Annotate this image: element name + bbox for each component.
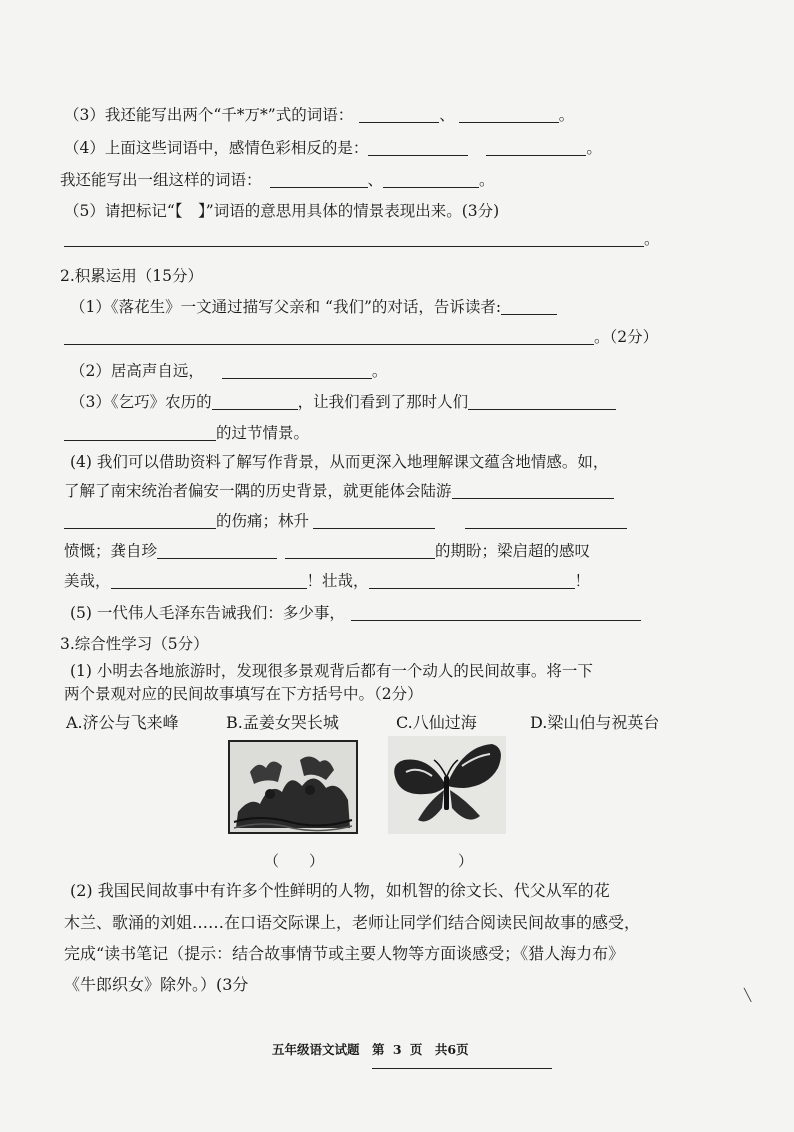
answer-blank[interactable] — [359, 106, 439, 123]
q2-part2: （2）居高声自远， 。 — [70, 362, 388, 380]
q3-part1-line2: 两个景观对应的民间故事填写在下方括号中。（2分） — [64, 685, 423, 703]
answer-blank[interactable] — [383, 171, 479, 188]
q2-part4-line5: 美哉， ！壮哉， ！ — [64, 572, 591, 590]
answer-blank[interactable] — [452, 482, 614, 499]
q3-part2-line2: 木兰、歌涌的刘姐……在口语交际课上，老师让同学们结合阅读民间故事的感受， — [64, 913, 641, 932]
q1-part4-extra: 我还能写出一组这样的词语： 、 。 — [60, 171, 495, 189]
q2-part3-cont: 的过节情景。 — [64, 422, 309, 444]
answer-blank[interactable] — [64, 230, 644, 247]
q3-part1: (1) 小明去各地旅游时，发现很多景观背后都有一个动人的民间故事。将一下 — [70, 662, 593, 680]
scenery-picture-2 — [388, 736, 506, 834]
q2-part4-line2: 了解了南宋统治者偏安一隅的历史背景，就更能体会陆游 — [64, 480, 614, 502]
answer-blank[interactable] — [111, 572, 307, 589]
answer-blank[interactable] — [486, 139, 586, 156]
answer-blank[interactable] — [313, 512, 435, 529]
footer-line — [372, 1068, 552, 1069]
q1-part3: （3）我还能写出两个“千*万*”式的词语： 、 。 — [64, 106, 575, 124]
option-c: C.八仙过海 — [396, 713, 477, 732]
q2-part4: (4) 我们可以借助资料了解写作背景，从而更深入地理解课文蕴含地情感。如， — [70, 453, 609, 471]
section-3-title: 3.综合性学习（5分） — [60, 635, 209, 653]
answer-blank[interactable] — [64, 328, 594, 345]
q3-part2-line3: 完成“读书笔记（提示：结合故事情节或主要人物等方面谈感受；《猎人海力布》 — [64, 944, 625, 963]
q1-part5: （5）请把标记“【 】”词语的意思用具体的情景表现出来。(3分) — [64, 202, 500, 220]
q2-part5: (5) 一代伟人毛泽东告诫我们：多少事， — [70, 602, 641, 624]
answer-blank[interactable] — [64, 512, 216, 529]
answer-blank[interactable] — [222, 362, 372, 379]
section-2-title: 2.积累运用（15分） — [60, 267, 204, 285]
butterfly-illustration — [388, 736, 506, 834]
q2-part3: （3）《乞巧》农历的 ，让我们看到了那时人们 — [70, 391, 616, 413]
q2-part4-line3: 的伤痛；林升 — [64, 510, 627, 532]
option-d: D.梁山伯与祝英台 — [530, 713, 660, 732]
q3-part2-line4: 《牛郎织女》除外。）(3分 — [64, 975, 249, 994]
page-footer: 五年级语文试题 第 3 页 共6页 — [272, 1042, 469, 1057]
answer-blank[interactable] — [351, 604, 641, 621]
answer-blank[interactable] — [64, 424, 216, 441]
q3-part2-line1: (2) 我国民间故事中有许多个性鲜明的人物，如机智的徐文长、代父从军的花 — [70, 881, 610, 900]
q2-part4-line4: 愤慨；龚自珍 的期盼；梁启超的感叹 — [64, 542, 591, 560]
scan-mark: ╲ — [744, 988, 752, 1002]
scenery-picture-1 — [228, 740, 358, 834]
answer-blank[interactable] — [212, 393, 298, 410]
answer-blank[interactable] — [459, 106, 559, 123]
answer-blank[interactable] — [369, 572, 575, 589]
q1-part5-answer: 。 — [64, 228, 660, 250]
answer-blank[interactable] — [465, 512, 627, 529]
q1-part4: （4）上面这些词语中，感情色彩相反的是： 。 — [64, 139, 602, 157]
option-a: A.济公与飞来峰 — [66, 713, 179, 732]
answer-blank[interactable] — [157, 542, 277, 559]
option-b: B.孟姜女哭长城 — [226, 713, 339, 732]
q2-part1: （1）《落花生》一文通过描写父亲和 “我们”的对话，告诉读者: — [70, 296, 557, 318]
answer-paren-1[interactable]: （ ） — [264, 852, 325, 870]
answer-blank[interactable] — [368, 139, 468, 156]
answer-blank[interactable] — [285, 542, 435, 559]
q2-part1-answer: 。（2分） — [64, 326, 658, 348]
answer-blank[interactable] — [468, 393, 616, 410]
answer-paren-2[interactable]: ） — [458, 852, 474, 870]
immortals-crossing-sea-illustration — [230, 742, 356, 832]
answer-blank[interactable] — [270, 171, 368, 188]
answer-blank[interactable] — [501, 298, 557, 315]
